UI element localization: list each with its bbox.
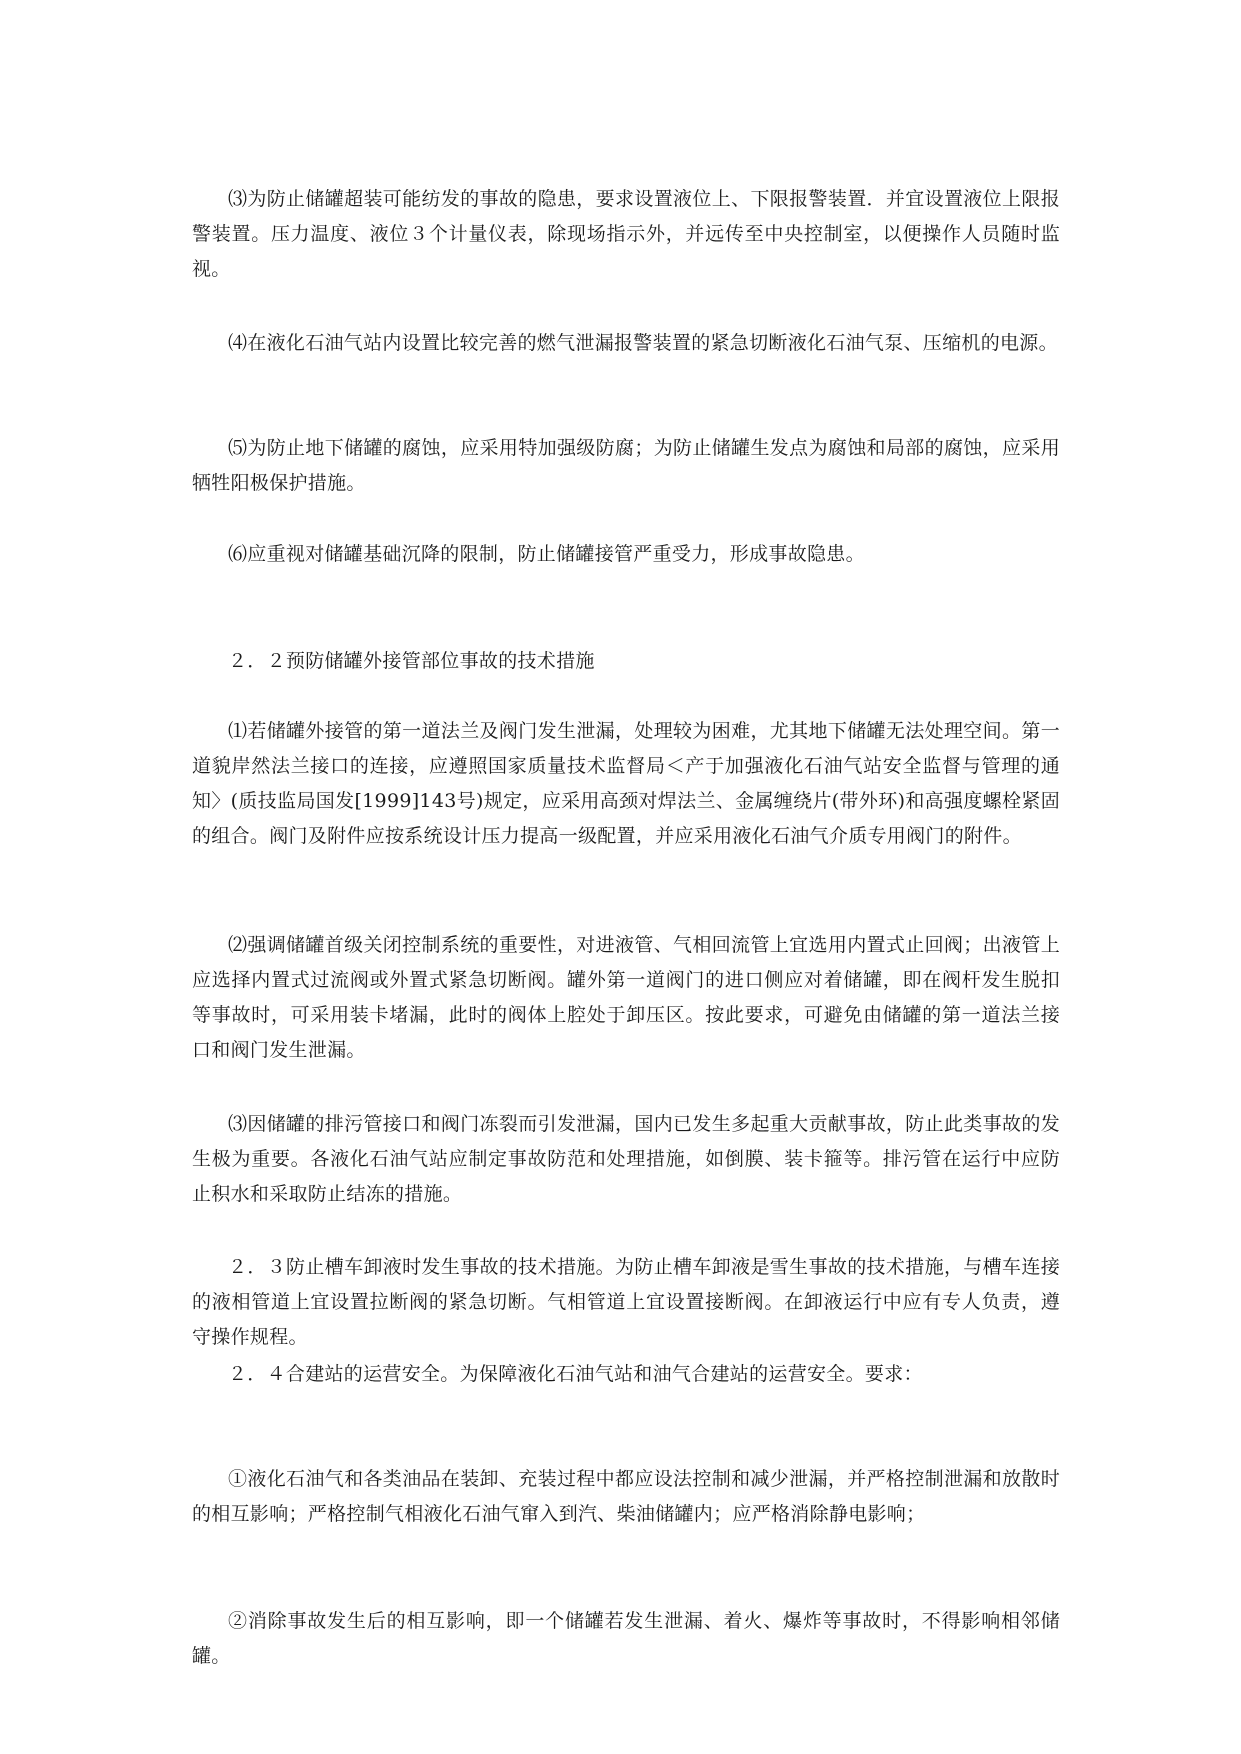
paragraph-8: ２．３防止槽车卸液时发生事故的技术措施。为防止槽车卸液是雪生事故的技术措施，与槽车连接的液相管道上宜设置拉断阀的紧急切断。气相管道上宜设置接断阀。在卸液运行中应有专人负责，遵守操作规程。 xyxy=(192,1256,1060,1348)
paragraph-7: ⑶因储罐的排污管接口和阀门冻裂而引发泄漏，国内已发生多起重大贡献事故，防止此类事故的发生极为重要。各液化石油气站应制定事故防范和处理措施，如倒膜、装卡箍等。排污管在运行中应防止积水和采取防止结冻的措施。 xyxy=(192,1113,1060,1205)
paragraph-3: ⑸为防止地下储罐的腐蚀，应采用特加强级防腐；为防止储罐生发点为腐蚀和局部的腐蚀，应采用牺牲阳极保护措施。 xyxy=(192,437,1060,494)
paragraph-1: ⑶为防止储罐超装可能纺发的事故的隐患，要求设置液位上、下限报警装置．并宜设置液位上限报警装置。压力温度、液位３个计量仪表，除现场指示外，并远传至中央控制室，以便操作人员随时监视。 xyxy=(192,188,1060,280)
section-heading-2-2: ２．２预防储罐外接管部位事故的技术措施 xyxy=(228,650,595,672)
paragraph-9: ２．４合建站的运营安全。为保障液化石油气站和油气合建站的运营安全。要求： xyxy=(228,1363,923,1385)
paragraph-5: ⑴若储罐外接管的第一道法兰及阀门发生泄漏，处理较为困难，尤其地下储罐无法处理空间。第一道貌岸然法兰接口的连接，应遵照国家质量技术监督局＜产于加强液化石油气站安全监督与管理的通知〉(质技监局国发[1999]143号)规定，应采用高颈对焊法兰、金属缠绕片(带外环)和高强度螺栓紧固的组合。阀门及附件应按系统设计压力提高一级配置，并应采用液化石油气介质专用阀门的附件。 xyxy=(192,720,1060,847)
paragraph-2: ⑷在液化石油气站内设置比较完善的燃气泄漏报警装置的紧急切断液化石油气泵、压缩机的电源。 xyxy=(228,332,1058,354)
paragraph-4: ⑹应重视对储罐基础沉降的限制，防止储罐接管严重受力，形成事故隐患。 xyxy=(228,543,865,565)
paragraph-10: ①液化石油气和各类油品在装卸、充装过程中都应设法控制和减少泄漏，并严格控制泄漏和放散时的相互影响；严格控制气相液化石油气窜入到汽、柴油储罐内；应严格消除静电影响； xyxy=(192,1468,1060,1525)
paragraph-11: ②消除事故发生后的相互影响，即一个储罐若发生泄漏、着火、爆炸等事故时，不得影响相邻储罐。 xyxy=(192,1610,1060,1667)
paragraph-6: ⑵强调储罐首级关闭控制系统的重要性，对进液管、气相回流管上宜选用内置式止回阀；出液管上应选择内置式过流阀或外置式紧急切断阀。罐外第一道阀门的进口侧应对着储罐，即在阀杆发生脱扣等事故时，可采用装卡堵漏，此时的阀体上腔处于卸压区。按此要求，可避免由储罐的第一道法兰接口和阀门发生泄漏。 xyxy=(192,934,1060,1061)
